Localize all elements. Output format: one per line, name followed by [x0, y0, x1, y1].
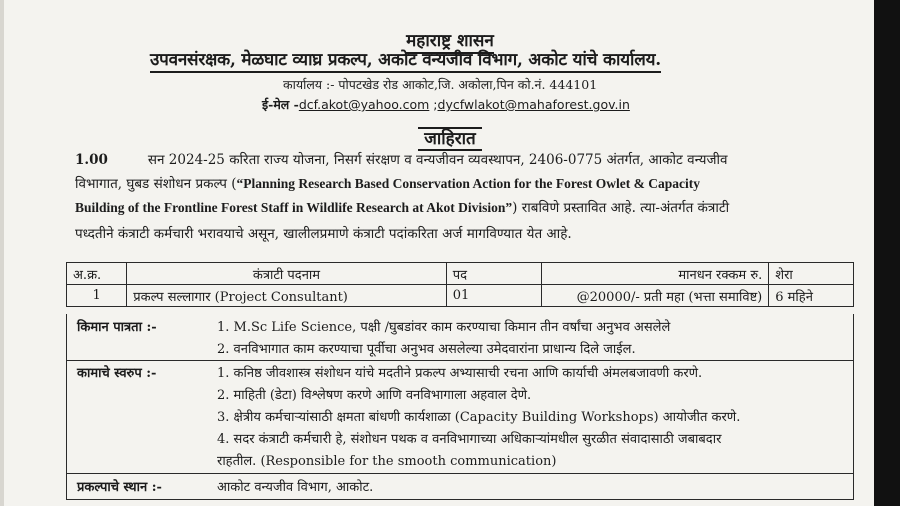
location-label: प्रकल्पाचे स्थान :-: [77, 480, 162, 495]
page-edge-right: [874, 0, 900, 506]
cell-sr: 1: [67, 285, 127, 307]
qualification-item-1: 1. M.Sc Life Science, पक्षी /घुबडांवर काम करण्याचा किमान तीन वर्षांचा अनुभव असलेले: [217, 320, 671, 335]
notice-title: जाहिरात: [0, 126, 900, 149]
government-title: महाराष्ट्र शासन: [0, 28, 900, 51]
qualification-label: किमान पात्रता :-: [77, 320, 157, 335]
location-value: आकोट वन्यजीव विभाग, आकोट.: [217, 480, 374, 495]
office-email: [262, 96, 630, 113]
cell-honorarium: @20000/- प्रती महा (भत्ता समाविष्ट): [541, 285, 769, 307]
header-sr: अ.क्र.: [67, 263, 127, 285]
cell-remarks: 6 महिने: [769, 285, 854, 307]
notice-line-4: पध्दतीने कंत्राटी कर्मचारी भरावयाचे असून, खालीलप्रमाणे कंत्राटी पदांकरिता अर्ज मागविण्यात येत आहे.: [75, 226, 572, 242]
notice-line-3: Building of the Frontline Forest Staff in Wildlife Research at Akot Division”) राबविणे प्रस्तावित आहे. त्या-अंतर्गत कंत्राटी: [75, 200, 730, 216]
email-link-1[interactable]: dcf.akot@yahoo.com: [298, 97, 430, 112]
qualification-item-2: 2. वनविभागात काम करण्याचा पूर्वीचा अनुभव असलेल्या उमेदवारांना प्राधान्य दिले जाईल.: [217, 342, 636, 357]
header-remarks: शेरा: [769, 263, 854, 285]
work-item-1: 1. कनिष्ठ जीवशास्त्र संशोधन यांचे मदतीने प्रकल्प अभ्यासाची रचना आणि कार्याची अंमलबजावणी करणे.: [217, 366, 703, 381]
work-label: कामाचे स्वरुप :-: [77, 366, 157, 381]
posts-table: [66, 262, 854, 307]
notice-number: 1.00: [75, 152, 108, 168]
cell-post-name: प्रकल्प सल्लागार (Project Consultant): [127, 285, 446, 307]
work-item-3: 3. क्षेत्रीय कर्मचाऱ्यांसाठी क्षमता बांधणी कार्यशाळा (Capacity Building Workshops) आयोजीत करणे.: [217, 410, 741, 425]
email-link-2[interactable]: dycfwlakot@mahaforest.gov.in: [437, 97, 630, 112]
header-posts: पद: [446, 263, 541, 285]
header-honorarium: मानधन रक्कम रु.: [541, 263, 769, 285]
work-item-4: 4. सदर कंत्राटी कर्मचारी हे, संशोधन पथक व वनविभागाच्या अधिकाऱ्यांमधील सुरळीत संवादासाठी जबाबदार: [217, 432, 722, 447]
location-section: [66, 473, 854, 500]
table-header-row: [67, 263, 854, 285]
email-label: ई-मेल -: [262, 97, 299, 112]
office-address: कार्यालय :- पोपटखेड रोड आकोट,जि. अकोला,पिन को.नं. 444101: [283, 77, 598, 92]
notice-line-2: विभागात, घुबड संशोधन प्रकल्प (“Planning Research Based Conservation Action for the Forest Owlet & Capacity: [75, 176, 701, 192]
work-section: [66, 360, 854, 474]
cell-posts: 01: [446, 285, 541, 307]
page-edge-left: [0, 0, 4, 506]
office-title: उपवनसंरक्षक, मेळघाट व्याघ्र प्रकल्प, अकोट वन्यजीव विभाग, अकोट यांचे कार्यालय.: [150, 47, 661, 70]
notice-line-1: 1.00 सन 2024-25 करिता राज्य योजना, निसर्ग संरक्षण व वन्यजीवन व्यवस्थापन, 2406-0775 अंतर्गत, आकोट वन्यजीव: [75, 152, 728, 168]
work-item-4-cont: राहतील. (Responsible for the smooth communication): [217, 454, 557, 469]
qualification-section: [66, 314, 854, 361]
work-item-2: 2. माहिती (डेटा) विश्लेषण करणे आणि वनविभागाला अहवाल देणे.: [217, 388, 532, 403]
email-separator: ;: [429, 97, 438, 112]
table-row: [67, 285, 854, 307]
header-post-name: कंत्राटी पदनाम: [127, 263, 446, 285]
